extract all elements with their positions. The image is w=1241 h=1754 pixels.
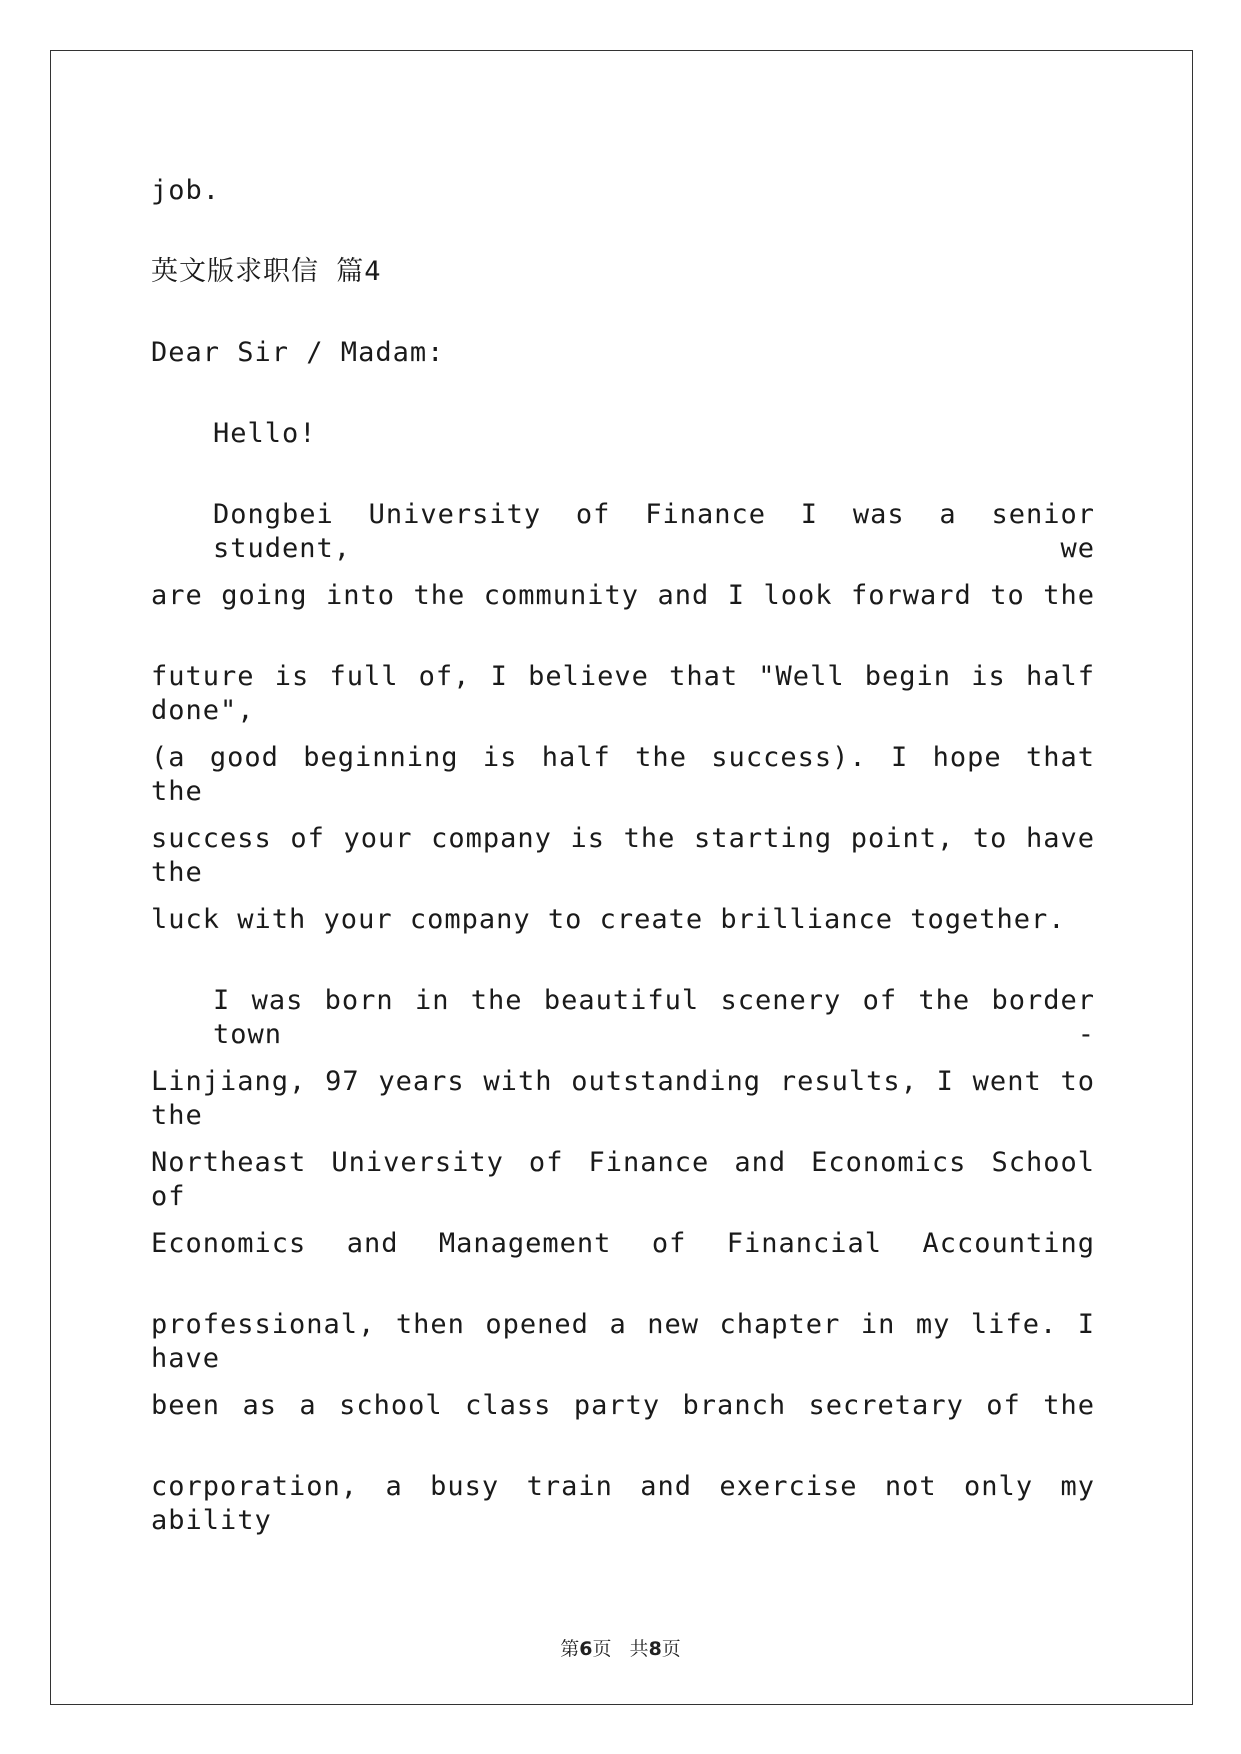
paragraph-line: I was born in the beautiful scenery of the border town - bbox=[213, 985, 1095, 1050]
text-line: job. bbox=[151, 175, 221, 206]
paragraph-line: Economics and Management of Financial Accounting bbox=[151, 1228, 1095, 1259]
paragraph-line: professional, then opened a new chapter in my life. I have bbox=[151, 1309, 1095, 1374]
paragraph-line: future is full of, I believe that "Well begin is half done", bbox=[151, 661, 1095, 726]
total-pages-number: 8 bbox=[648, 1638, 662, 1660]
footer-suffix: 页 bbox=[661, 1638, 681, 1660]
paragraph-line: luck with your company to create brilliance together. bbox=[151, 904, 1066, 935]
paragraph-line: been as a school class party branch secretary of the bbox=[151, 1390, 1095, 1421]
page-footer bbox=[0, 1634, 1241, 1661]
greeting: Hello! bbox=[213, 418, 317, 449]
paragraph-line: Dongbei University of Finance I was a senior student, we bbox=[213, 499, 1095, 564]
current-page-number: 6 bbox=[579, 1638, 593, 1660]
footer-middle: 页 共 bbox=[592, 1638, 649, 1660]
paragraph-line: success of your company is the starting point, to have the bbox=[151, 823, 1095, 888]
paragraph-line: are going into the community and I look forward to the bbox=[151, 580, 1095, 611]
section-heading: 英文版求职信 篇4 bbox=[151, 256, 382, 287]
salutation: Dear Sir / Madam: bbox=[151, 337, 445, 368]
paragraph-line: Northeast University of Finance and Economics School of bbox=[151, 1147, 1095, 1212]
page-border bbox=[50, 50, 1193, 1705]
footer-prefix: 第 bbox=[560, 1638, 580, 1660]
paragraph-line: corporation, a busy train and exercise not only my ability bbox=[151, 1471, 1095, 1536]
paragraph-line: Linjiang, 97 years with outstanding results, I went to the bbox=[151, 1066, 1095, 1131]
paragraph-line: (a good beginning is half the success). I hope that the bbox=[151, 742, 1095, 807]
